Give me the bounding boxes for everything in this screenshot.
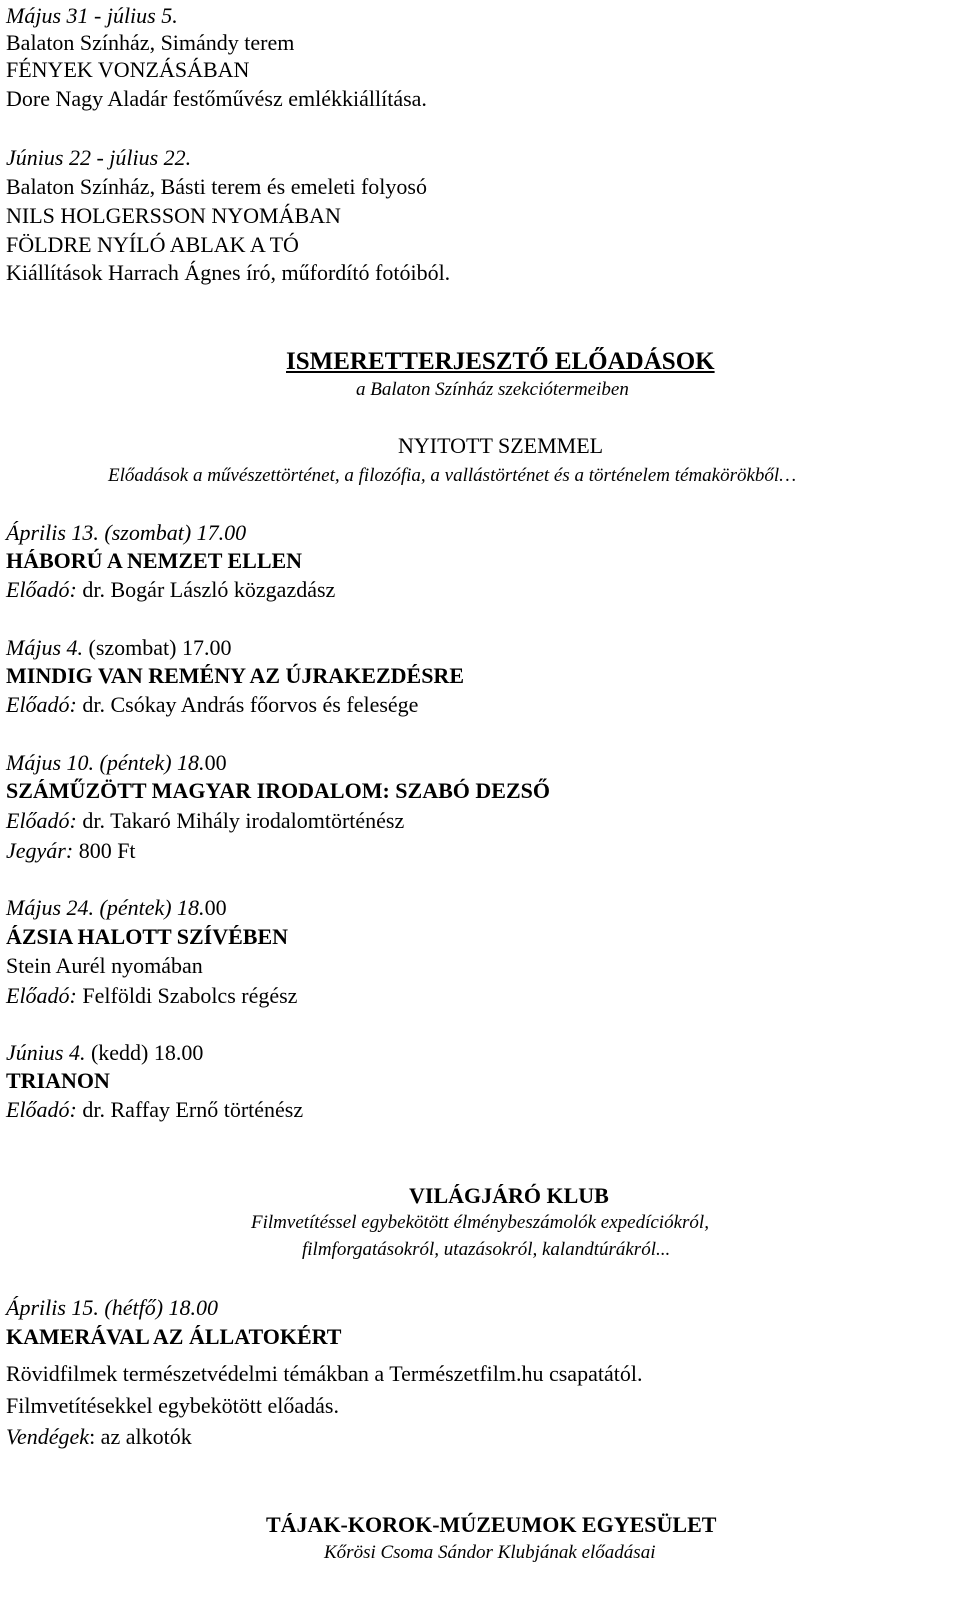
club-event-date: Április 15. (hétfő) 18.00: [6, 1295, 219, 1320]
lecture-presenter: Előadó: dr. Csókay András főorvos és felesége: [6, 692, 419, 717]
exhibition-date: Június 22 - július 22.: [6, 145, 192, 170]
lecture-presenter: Előadó: dr. Takaró Mihály irodalomtörténész: [6, 808, 405, 833]
lecture-ticket: Jegyár: 800 Ft: [6, 838, 136, 863]
series-description: Előadások a művészettörténet, a filozófia, a vallástörténet és a történelem témakörökből…: [108, 465, 797, 486]
lecture-title: TRIANON: [6, 1068, 110, 1093]
lecture-date: Április 13. (szombat) 17.00: [6, 520, 247, 545]
lecture-title: HÁBORÚ A NEMZET ELLEN: [6, 548, 303, 573]
lecture-date: Május 10. (péntek) 18.00: [6, 750, 227, 775]
club-description: Filmvetítéssel egybekötött élménybeszámolók expedíciókról,: [251, 1212, 709, 1233]
lecture-title: MINDIG VAN REMÉNY AZ ÚJRAKEZDÉSRE: [6, 663, 464, 688]
lectures-subheading: a Balaton Színház szekciótermeiben: [356, 379, 629, 400]
lectures-heading: ISMERETTERJESZTŐ ELŐADÁSOK: [286, 348, 715, 375]
lecture-date: Május 4. (szombat) 17.00: [6, 635, 232, 660]
club-event-text: Filmvetítésekkel egybekötött előadás.: [6, 1393, 339, 1418]
association-heading: TÁJAK-KOROK-MÚZEUMOK EGYESÜLET: [266, 1512, 717, 1537]
club-event-title: KAMERÁVAL AZ ÁLLATOKÉRT: [6, 1324, 342, 1349]
lecture-presenter: Előadó: Felföldi Szabolcs régész: [6, 983, 298, 1008]
exhibition-venue: Balaton Színház, Básti terem és emeleti folyosó: [6, 174, 427, 199]
lecture-presenter: Előadó: dr. Bogár László közgazdász: [6, 577, 336, 602]
club-event-guests: Vendégek: az alkotók: [6, 1424, 192, 1449]
lecture-presenter: Előadó: dr. Raffay Ernő történész: [6, 1097, 304, 1122]
club-heading: VILÁGJÁRÓ KLUB: [409, 1183, 609, 1208]
series-title: NYITOTT SZEMMEL: [398, 433, 604, 458]
club-event-text: Rövidfilmek természetvédelmi témákban a Természetfilm.hu csapatától.: [6, 1361, 643, 1386]
club-description: filmforgatásokról, utazásokról, kalandtúrákról...: [302, 1239, 671, 1260]
lecture-title: SZÁMŰZÖTT MAGYAR IRODALOM: SZABÓ DEZSŐ: [6, 778, 550, 803]
lecture-title: ÁZSIA HALOTT SZÍVÉBEN: [6, 924, 289, 949]
exhibition-description: Kiállítások Harrach Ágnes író, műfordító fotóiból.: [6, 260, 451, 285]
lecture-date: Június 4. (kedd) 18.00: [6, 1040, 204, 1065]
association-subheading: Kőrösi Csoma Sándor Klubjának előadásai: [324, 1542, 656, 1563]
exhibition-date: Május 31 - július 5.: [6, 3, 178, 28]
exhibition-title: FÉNYEK VONZÁSÁBAN: [6, 57, 250, 82]
exhibition-venue: Balaton Színház, Simándy terem: [6, 30, 295, 55]
lecture-date: Május 24. (péntek) 18.00: [6, 895, 227, 920]
exhibition-title: NILS HOLGERSSON NYOMÁBAN: [6, 203, 341, 228]
exhibition-title: FÖLDRE NYÍLÓ ABLAK A TÓ: [6, 232, 299, 257]
exhibition-description: Dore Nagy Aladár festőművész emlékkiállítása.: [6, 86, 427, 111]
lecture-subtitle: Stein Aurél nyomában: [6, 953, 203, 978]
